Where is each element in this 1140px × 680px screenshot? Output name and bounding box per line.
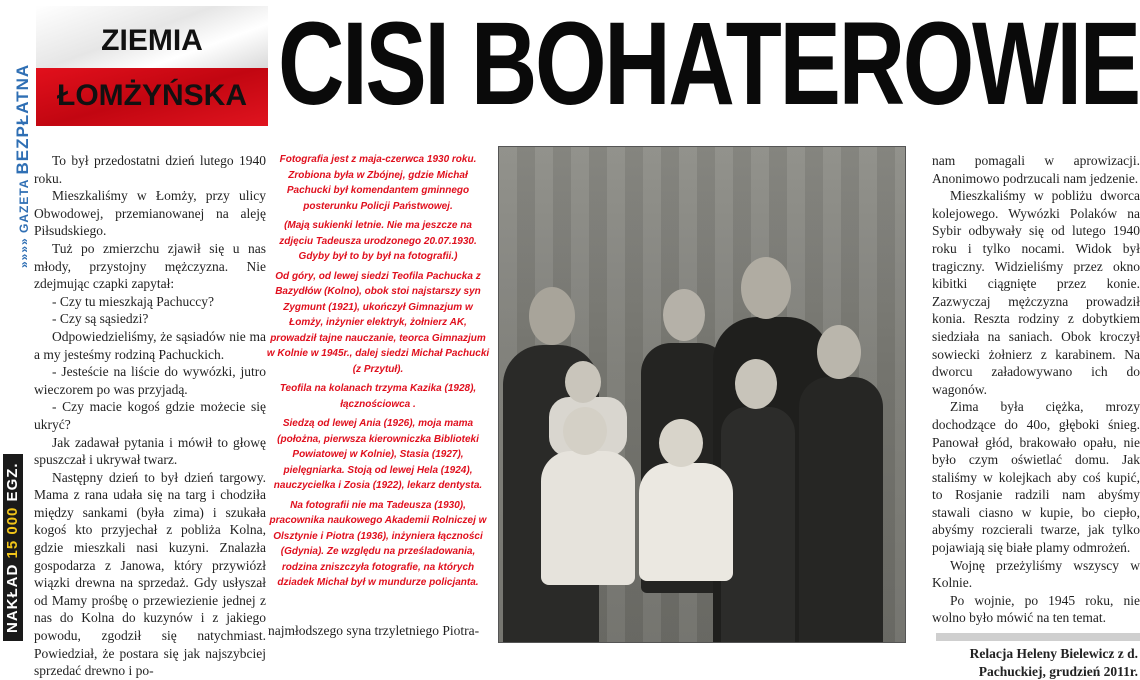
caption-paragraph: (Mają sukienki letnie. Nie ma jeszcze na zdjęciu Tadeusza urodzonego 20.07.1930. Gdyby był to by był na fotografii.) [279, 220, 477, 262]
paragraph: Zima była ciężka, mrozy dochodzące do 40o, głęboki śnieg. Panował głód, brakowało opału, nie było czym oświetlać domu. Jak staliśmy w kolejkach aby coś kupić, to Rosjanie radzili nam abyśmy stawali ciasno w kupie, bo ciepło, abyśmy rozcierali twarze, jak tylko pojawiają się białe plamy odmrożeń. [932, 399, 1140, 556]
article-headline: CISI BOHATEROWIE [278, 0, 1139, 130]
caption-paragraph: Fotografia jest z maja-czerwca 1930 roku. Zrobiona była w Zbójnej, gdzie Michał Pachucki był komendantem gminnego posterunku Policji Państwowej. [279, 154, 477, 212]
paragraph: Wojnę przeżyliśmy wszyscy w Kolnie. [932, 557, 1140, 591]
caption-paragraph: Teofila na kolanach trzyma Kazika (1928), łącznościowca . [279, 383, 477, 410]
circulation-suffix: EGZ. [4, 462, 21, 502]
article-continuation: najmłodszego syna trzyletniego Piotra- [268, 623, 480, 638]
paragraph: Po wojnie, po 1945 roku, nie wolno było mówić na ten temat. [932, 592, 1140, 626]
paragraph: Tuż po zmierzchu zjawił się u nas młody, przystojny mężczyzna. Nie zdejmując czapki zapytał: [34, 240, 266, 292]
side-label-small: »»»» GAZETA [17, 178, 31, 268]
paragraph: Mieszkaliśmy w Łomży, przy ulicy Obwodowej, przemianowanej na aleję Piłsudskiego. [34, 188, 266, 239]
side-label-big: BEZPŁATNA [13, 63, 32, 175]
paragraph: Następny dzień to był dzień targowy. Mama z rana udała się na targ i chodziła między sankami (była zima) i szukała kogoś kto przyjechał z pobliża Kolna, gdzie mieszkali nasi kuzyni. Znalazła gospodarza z Janowa, który przywiózł wiązki drewna na sprzedaż. Gdy usłyszał od Mamy prośbę o przewiezienie jednej z nas do Kolna do kuzynów i z jakiego powodu, zgodził się natychmiast. Powiedział, że postara się jak najszybciej sprzedać drewno i po- [34, 469, 266, 679]
logo-line-1: ZIEMIA [101, 24, 203, 57]
circulation-number: 15 000 [4, 506, 21, 559]
paragraph: Odpowiedzieliśmy, że sąsiadów nie ma a my jesteśmy rodziną Pachuckich. [34, 328, 266, 362]
caption-paragraph: Na fotografii nie ma Tadeusza (1930), pracownika naukowego Akademii Rolniczej w Olsztynie i Piotra (1936), inżyniera łączności (Gdynia). Ze względu na prześladowania, rodzina zniszczyła fotografie, na których dziadek Michał był w mundurze policjanta. [269, 499, 487, 588]
caption-paragraph: Siedzą od lewej Ania (1926), moja mama (położna, pierwsza kierowniczka Biblioteki Powiatowej w Kolnie), Stasia (1927), pielęgniarka. Stoją od lewej Hela (1924), nauczycielka i Zosia (1922), lekarz dentysta. [273, 418, 483, 491]
circulation-prefix: NAKŁAD [4, 563, 21, 633]
family-photograph [498, 146, 906, 643]
article-column-1 [34, 152, 266, 680]
side-label-free-newspaper [13, 64, 33, 268]
caption-paragraph: Od góry, od lewej siedzi Teofila Pachucka z Bazydłów (Kolno), obok stoi najstarszy syn Zygmunt (1921), ukończył Gimnazjum w Łomży, inżynier elektryk, żołnierz AK, prowadził tajne nauczanie, teorca Gimnazjum w Kolnie w 1945r., dalej siedzi Michał Pachucki (z Przytuł). [266, 270, 490, 375]
paragraph: - Czy macie kogoś gdzie możecie się ukryć? [34, 399, 266, 432]
paragraph: Jak zadawał pytania i mówił to głowę spuszczał i ukrywał twarz. [34, 434, 266, 468]
article-column-3 [932, 152, 1140, 680]
paragraph: - Jesteście na liście do wywózki, jutro wieczorem po was przyjadą. [34, 364, 266, 397]
masthead-logo [36, 6, 268, 126]
paragraph: - Czy tu mieszkają Pachuccy? [52, 293, 214, 309]
paragraph: nam pomagali w aprowizacji. Anonimowo podrzucali nam jedzenie. [932, 153, 1140, 186]
logo-line-2: ŁOMŻYŃSKA [57, 79, 247, 112]
paragraph: Mieszkaliśmy w pobliżu dworca kolejowego. Wywózki Polaków na Sybir odbywały się od lutego 1940 roku i tylko nocami. Widok był tragiczny. Widzieliśmy przez okno kibitki ciągnięte przez konie. Zazwyczaj mężczyzna prowadził konia. Reszta rodziny z dobytkiem siedziała na saniach. Obok kroczył sowiecki żołnierz z karabinem. Na dworcu załadowywano ich do wagonów. [932, 188, 1140, 397]
paragraph: - Czy są sąsiedzi? [52, 311, 149, 327]
article-signature: Relacja Heleny Bielewicz z d. Pachuckiej, grudzień 2011r. [969, 646, 1138, 679]
paragraph: To był przedostatni dzień lutego 1940 roku. [34, 153, 266, 186]
photo-caption [266, 152, 490, 595]
side-label-circulation [3, 454, 23, 641]
side-strip [0, 0, 32, 641]
column-bottom-rule [936, 633, 1140, 641]
